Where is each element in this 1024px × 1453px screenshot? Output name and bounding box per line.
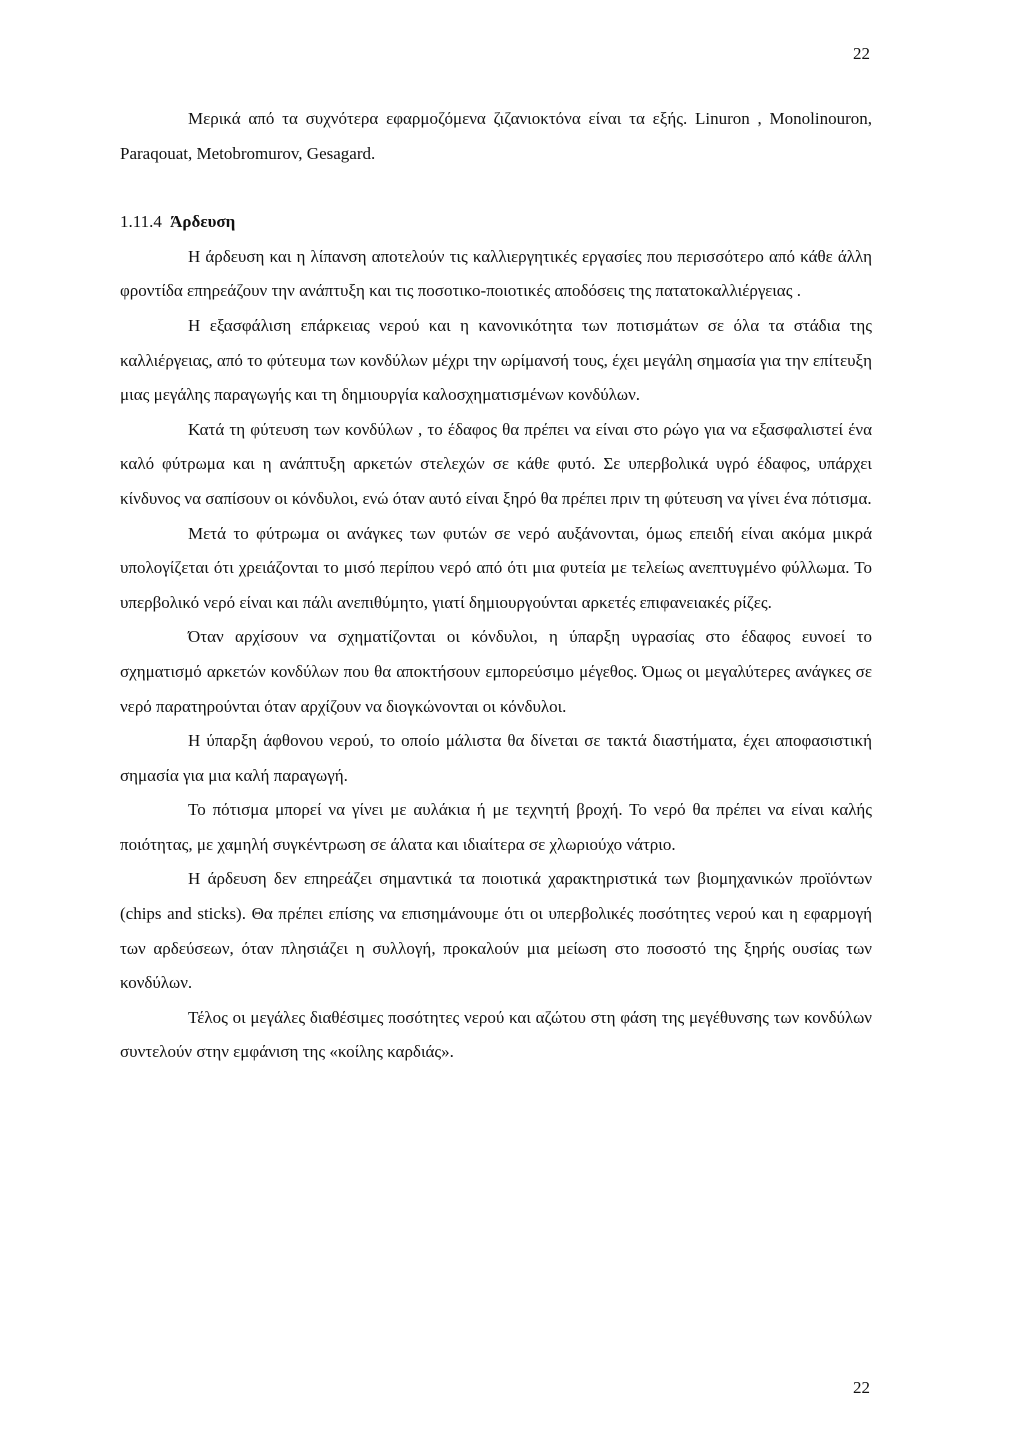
intro-paragraph: Μερικά από τα συχνότερα εφαρμοζόμενα ζιζανιοκτόνα είναι τα εξής. Linuron , Monolinouron, Paraqouat, Metobromurov, Gesagard. bbox=[120, 109, 872, 163]
paragraph: Όταν αρχίσουν να σχηματίζονται οι κόνδυλοι, η ύπαρξη υγρασίας στο έδαφος ευνοεί το σχηματισμό αρκετών κονδύλων που θα αποκτήσουν εμπορεύσιμο μέγεθος. Όμως οι μεγαλύτερες ανάγκες σε νερό παρατηρούνται όταν αρχίζουν να διογκώνονται οι κόνδυλοι. bbox=[120, 627, 872, 716]
paragraph: Η ύπαρξη άφθονου νερού, το οποίο μάλιστα θα δίνεται σε τακτά διαστήματα, έχει αποφασιστική σημασία για μια καλή παραγωγή. bbox=[120, 731, 872, 785]
page-content bbox=[120, 102, 872, 1070]
paragraph: Μετά το φύτρωμα οι ανάγκες των φυτών σε νερό αυξάνονται, όμως επειδή είναι ακόμα μικρά υπολογίζεται ότι χρειάζονται το μισό περίπου νερό από ότι μια φυτεία με τελείως ανεπτυγμένο φύλλωμα. Το υπερβολικό νερό είναι και πάλι ανεπιθύμητο, γιατί δημιουργούνται αρκετές επιφανειακές ρίζες. bbox=[120, 523, 872, 612]
paragraph: Η εξασφάλιση επάρκειας νερού και η κανονικότητα των ποτισμάτων σε όλα τα στάδια της καλλιέργειας, από το φύτευμα των κονδύλων μέχρι την ωρίμανσή τους, έχει μεγάλη σημασία για την επίτευξη μιας μεγάλης παραγωγής και τη δημιουργία καλοσχηματισμένων κονδύλων. bbox=[120, 315, 872, 405]
paragraph: Το πότισμα μπορεί να γίνει με αυλάκια ή με τεχνητή βροχή. Το νερό θα πρέπει να είναι καλής ποιότητας, με χαμηλή συγκέντρωση σε άλατα και ιδιαίτερα σε χλωριούχο νάτριο. bbox=[120, 800, 872, 854]
section-heading bbox=[120, 205, 872, 240]
page-number-top: 22 bbox=[853, 44, 870, 63]
section-title: Άρδευση bbox=[170, 212, 236, 232]
section-number: 1.11.4 bbox=[120, 212, 162, 232]
paragraph: Κατά τη φύτευση των κονδύλων , το έδαφος θα πρέπει να είναι στο ρώγο για να εξασφαλιστεί ένα καλό φύτρωμα και η ανάπτυξη αρκετών στελεχών σε κάθε φυτό. Σε υπερβολικά υγρό έδαφος, υπάρχει κίνδυνος να σαπίσουν οι κόνδυλοι, ενώ όταν αυτό είναι ξηρό θα πρέπει πριν τη φύτευση να γίνει ένα πότισμα. bbox=[120, 419, 872, 508]
paragraph: Η άρδευση δεν επηρεάζει σημαντικά τα ποιοτικά χαρακτηριστικά των βιομηχανικών προϊόντων (chips and sticks). Θα πρέπει επίσης να επισημάνουμε ότι οι υπερβολικές ποσότητες νερού και η εφαρμογή των αρδεύσεων, όταν πλησιάζει η συλλογή, προκαλούν μια μείωση στο ποσοστό της ξηρής ουσίας των κονδύλων. bbox=[120, 869, 872, 993]
paragraph: Τέλος οι μεγάλες διαθέσιμες ποσότητες νερού και αζώτου στη φάση της μεγέθυνσης των κονδύλων συντελούν στην εμφάνιση της «κοίλης καρδιάς». bbox=[120, 1007, 872, 1062]
page-number-bottom: 22 bbox=[853, 1378, 870, 1397]
paragraph: Η άρδευση και η λίπανση αποτελούν τις καλλιεργητικές εργασίες που περισσότερο από κάθε άλλη φροντίδα επηρεάζουν την ανάπτυξη και τις ποσοτικο-ποιοτικές αποδόσεις της πατατοκαλλιέργειας . bbox=[120, 246, 872, 301]
